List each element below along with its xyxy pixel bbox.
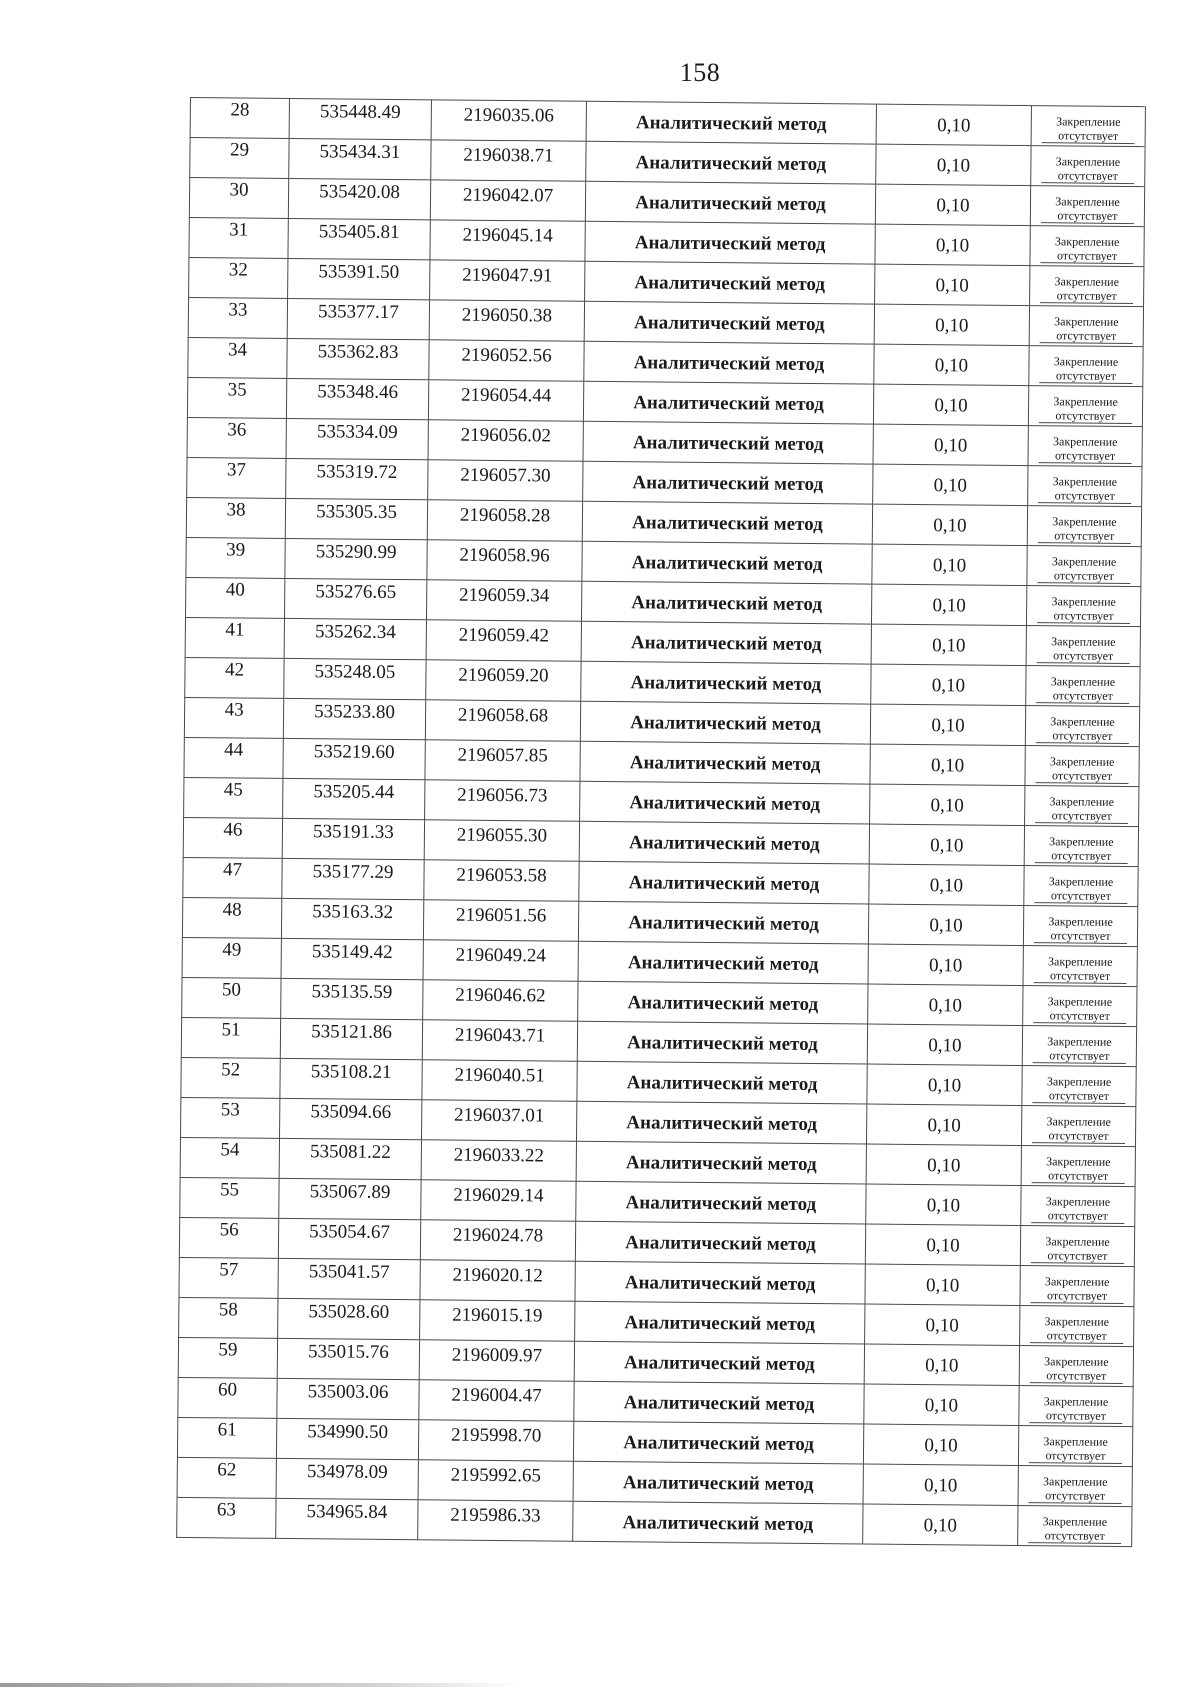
fixation-label: Закрепление (1046, 1114, 1111, 1129)
fixation-status: отсутствует (1041, 208, 1134, 224)
y-coordinate-cell: 2196037.01 (422, 1100, 577, 1141)
accuracy-cell: 0,10 (872, 544, 1027, 585)
y-coordinate-cell: 2196046.62 (423, 980, 578, 1021)
x-coordinate-cell: 535094.66 (280, 1098, 422, 1139)
y-coordinate-cell: 2196049.24 (423, 940, 578, 981)
fixation-cell (1023, 986, 1137, 1027)
fixation-cell (1030, 266, 1144, 307)
x-coordinate-cell: 535041.57 (278, 1258, 420, 1299)
fixation-status: отсутствует (1035, 848, 1128, 864)
y-coordinate-cell: 2196056.73 (425, 780, 580, 821)
fixation-status: отсутствует (1038, 528, 1131, 544)
fixation-cell (1023, 946, 1137, 987)
fixation-status: отсутствует (1037, 608, 1130, 624)
fixation-cell (1028, 386, 1142, 427)
point-number-cell: 41 (185, 617, 284, 658)
method-cell: Аналитический метод (575, 1261, 865, 1304)
x-coordinate-cell: 535121.86 (280, 1018, 422, 1059)
fixation-cell (1030, 186, 1144, 227)
accuracy-cell: 0,10 (865, 1264, 1020, 1305)
fixation-cell (1020, 1306, 1134, 1347)
fixation-cell (1027, 546, 1141, 587)
method-cell: Аналитический метод (576, 1141, 866, 1184)
point-number-cell: 31 (189, 217, 288, 258)
y-coordinate-cell: 2196020.12 (420, 1260, 575, 1301)
fixation-cell (1025, 706, 1139, 747)
method-cell: Аналитический метод (584, 301, 874, 344)
fixation-cell (1018, 1426, 1132, 1467)
fixation-status: отсутствует (1041, 168, 1134, 184)
fixation-status: отсутствует (1039, 448, 1132, 464)
method-cell: Аналитический метод (579, 861, 869, 904)
accuracy-cell: 0,10 (872, 504, 1027, 545)
method-cell: Аналитический метод (577, 1021, 867, 1064)
fixation-cell (1031, 146, 1145, 187)
point-number-cell: 50 (182, 977, 281, 1018)
x-coordinate-cell: 535163.32 (281, 898, 423, 939)
table-row (177, 1497, 1132, 1546)
point-number-cell: 60 (178, 1377, 277, 1418)
x-coordinate-cell: 534990.50 (276, 1418, 418, 1459)
fixation-cell (1023, 906, 1137, 947)
y-coordinate-cell: 2196045.14 (430, 220, 585, 261)
fixation-cell (1029, 346, 1143, 387)
x-coordinate-cell: 535219.60 (283, 738, 425, 779)
fixation-label: Закрепление (1044, 1274, 1110, 1289)
fixation-cell (1026, 626, 1140, 667)
accuracy-cell: 0,10 (876, 104, 1031, 145)
y-coordinate-cell: 2196024.78 (420, 1220, 575, 1261)
x-coordinate-cell: 535054.67 (278, 1218, 420, 1259)
fixation-label: Закрепление (1049, 794, 1115, 809)
x-coordinate-cell: 535391.50 (288, 258, 430, 299)
point-number-cell: 45 (184, 777, 283, 818)
point-number-cell: 47 (183, 857, 282, 898)
x-coordinate-cell: 535135.59 (281, 978, 423, 1019)
accuracy-cell: 0,10 (869, 864, 1024, 905)
point-number-cell: 57 (179, 1257, 278, 1298)
y-coordinate-cell: 2196015.19 (420, 1300, 575, 1341)
method-cell: Аналитический метод (578, 901, 868, 944)
accuracy-cell: 0,10 (875, 224, 1030, 265)
fixation-label: Закрепление (1055, 154, 1121, 169)
point-number-cell: 51 (181, 1017, 280, 1058)
accuracy-cell: 0,10 (867, 1064, 1022, 1105)
accuracy-cell: 0,10 (875, 184, 1030, 225)
fixation-label: Закрепление (1048, 874, 1114, 889)
x-coordinate-cell: 535334.09 (286, 418, 428, 459)
y-coordinate-cell: 2196059.42 (426, 620, 581, 661)
scan-edge-shadow (0, 1683, 520, 1687)
method-cell: Аналитический метод (573, 1501, 863, 1544)
fixation-status: отсутствует (1042, 128, 1135, 144)
fixation-cell (1025, 746, 1139, 787)
fixation-status: отсутствует (1030, 1368, 1123, 1384)
y-coordinate-cell: 2196052.56 (429, 340, 584, 381)
method-cell: Аналитический метод (574, 1341, 864, 1384)
method-cell: Аналитический метод (583, 381, 873, 424)
fixation-label: Закрепление (1042, 1514, 1108, 1529)
accuracy-cell: 0,10 (871, 664, 1026, 705)
fixation-cell (1022, 1066, 1136, 1107)
x-coordinate-cell: 535205.44 (283, 778, 425, 819)
accuracy-cell: 0,10 (868, 904, 1023, 945)
y-coordinate-cell: 2196042.07 (430, 180, 585, 221)
fixation-cell (1019, 1386, 1133, 1427)
x-coordinate-cell: 535028.60 (278, 1298, 420, 1339)
point-number-cell: 39 (186, 537, 285, 578)
y-coordinate-cell: 2196009.97 (419, 1340, 574, 1381)
x-coordinate-cell: 535003.06 (277, 1378, 419, 1419)
fixation-label: Закрепление (1054, 314, 1119, 329)
fixation-cell (1020, 1266, 1134, 1307)
accuracy-cell: 0,10 (863, 1424, 1018, 1465)
point-number-cell: 55 (180, 1177, 279, 1218)
point-number-cell: 61 (177, 1417, 276, 1458)
fixation-status: отсутствует (1035, 808, 1128, 824)
x-coordinate-cell: 535233.80 (283, 698, 425, 739)
method-cell: Аналитический метод (574, 1381, 864, 1424)
x-coordinate-cell: 535405.81 (288, 218, 430, 259)
fixation-status: отсутствует (1029, 1448, 1122, 1464)
method-cell: Аналитический метод (579, 821, 869, 864)
fixation-status: отсутствует (1031, 1248, 1124, 1264)
x-coordinate-cell: 535362.83 (287, 338, 429, 379)
x-coordinate-cell: 535448.49 (289, 98, 431, 139)
fixation-cell (1018, 1466, 1132, 1507)
method-cell: Аналитический метод (586, 101, 876, 144)
accuracy-cell: 0,10 (873, 464, 1028, 505)
y-coordinate-cell: 2196053.58 (424, 860, 579, 901)
accuracy-cell: 0,10 (868, 984, 1023, 1025)
x-coordinate-cell: 535248.05 (284, 658, 426, 699)
accuracy-cell: 0,10 (864, 1344, 1019, 1385)
y-coordinate-cell: 2196055.30 (424, 820, 579, 861)
fixation-cell (1020, 1226, 1134, 1267)
method-cell: Аналитический метод (581, 581, 871, 624)
method-cell: Аналитический метод (578, 981, 868, 1024)
fixation-status: отсутствует (1037, 568, 1130, 584)
x-coordinate-cell: 535191.33 (282, 818, 424, 859)
y-coordinate-cell: 2196033.22 (421, 1140, 576, 1181)
y-coordinate-cell: 2195992.65 (418, 1460, 573, 1501)
fixation-status: отсутствует (1040, 288, 1133, 304)
fixation-status: отсутствует (1040, 248, 1133, 264)
fixation-status: отсутствует (1039, 368, 1132, 384)
accuracy-cell: 0,10 (874, 304, 1029, 345)
fixation-cell (1029, 306, 1143, 347)
method-cell: Аналитический метод (581, 661, 871, 704)
y-coordinate-cell: 2195986.33 (418, 1500, 573, 1541)
fixation-label: Закрепление (1051, 554, 1117, 569)
fixation-label: Закрепление (1056, 114, 1121, 129)
fixation-label: Закрепление (1048, 914, 1113, 929)
method-cell: Аналитический метод (583, 421, 873, 464)
y-coordinate-cell: 2196057.85 (425, 740, 580, 781)
y-coordinate-cell: 2196043.71 (422, 1020, 577, 1061)
y-coordinate-cell: 2196029.14 (421, 1180, 576, 1221)
fixation-cell (1028, 426, 1142, 467)
method-cell: Аналитический метод (576, 1101, 866, 1144)
coordinates-table-body (177, 98, 1146, 1547)
point-number-cell: 38 (186, 497, 285, 538)
fixation-label: Закрепление (1050, 674, 1116, 689)
fixation-status: отсутствует (1032, 1128, 1125, 1144)
x-coordinate-cell: 535290.99 (285, 538, 427, 579)
x-coordinate-cell: 535067.89 (279, 1178, 421, 1219)
accuracy-cell: 0,10 (871, 624, 1026, 665)
fixation-label: Закрепление (1055, 194, 1120, 209)
y-coordinate-cell: 2196058.68 (425, 700, 580, 741)
fixation-label: Закрепление (1053, 354, 1119, 369)
point-number-cell: 33 (188, 297, 287, 338)
method-cell: Аналитический метод (575, 1221, 865, 1264)
fixation-cell (1026, 586, 1140, 627)
y-coordinate-cell: 2196057.30 (428, 460, 583, 501)
fixation-label: Закрепление (1052, 474, 1118, 489)
fixation-cell (1018, 1506, 1132, 1547)
fixation-status: отсутствует (1033, 1008, 1126, 1024)
point-number-cell: 44 (184, 737, 283, 778)
point-number-cell: 62 (177, 1457, 276, 1498)
fixation-label: Закрепление (1054, 234, 1120, 249)
accuracy-cell: 0,10 (875, 264, 1030, 305)
fixation-label: Закрепление (1047, 1034, 1112, 1049)
accuracy-cell: 0,10 (873, 384, 1028, 425)
x-coordinate-cell: 535015.76 (277, 1338, 419, 1379)
x-coordinate-cell: 535348.46 (286, 378, 428, 419)
fixation-cell (1024, 826, 1138, 867)
fixation-status: отсутствует (1033, 1048, 1126, 1064)
fixation-cell (1021, 1106, 1135, 1147)
point-number-cell: 28 (190, 98, 289, 139)
method-cell: Аналитический метод (580, 781, 870, 824)
fixation-label: Закрепление (1044, 1314, 1110, 1329)
fixation-cell (1027, 506, 1141, 547)
x-coordinate-cell: 535276.65 (284, 578, 426, 619)
point-number-cell: 56 (179, 1217, 278, 1258)
fixation-cell (1022, 1026, 1136, 1067)
accuracy-cell: 0,10 (876, 144, 1031, 185)
fixation-label: Закрепление (1042, 1474, 1108, 1489)
y-coordinate-cell: 2196059.34 (426, 580, 581, 621)
accuracy-cell: 0,10 (874, 344, 1029, 385)
method-cell: Аналитический метод (580, 741, 870, 784)
point-number-cell: 59 (178, 1337, 277, 1378)
x-coordinate-cell: 535420.08 (288, 178, 430, 219)
point-number-cell: 63 (177, 1497, 276, 1538)
point-number-cell: 35 (187, 377, 286, 418)
y-coordinate-cell: 2196035.06 (431, 100, 586, 141)
x-coordinate-cell: 535108.21 (280, 1058, 422, 1099)
fixation-label: Закрепление (1052, 514, 1117, 529)
fixation-status: отсутствует (1035, 768, 1128, 784)
y-coordinate-cell: 2196059.20 (426, 660, 581, 701)
fixation-cell (1026, 666, 1140, 707)
y-coordinate-cell: 2196054.44 (428, 380, 583, 421)
fixation-label: Закрепление (1046, 1074, 1112, 1089)
fixation-label: Закрепление (1043, 1434, 1108, 1449)
point-number-cell: 40 (186, 577, 285, 618)
x-coordinate-cell: 535081.22 (279, 1138, 421, 1179)
method-cell: Аналитический метод (583, 461, 873, 504)
method-cell: Аналитический метод (582, 541, 872, 584)
x-coordinate-cell: 535319.72 (286, 458, 428, 499)
x-coordinate-cell: 535305.35 (285, 498, 427, 539)
fixation-status: отсутствует (1034, 928, 1127, 944)
accuracy-cell: 0,10 (870, 784, 1025, 825)
point-number-cell: 30 (189, 178, 288, 219)
method-cell: Аналитический метод (576, 1181, 866, 1224)
fixation-status: отсутствует (1032, 1088, 1125, 1104)
fixation-status: отсутствует (1034, 968, 1127, 984)
point-number-cell: 43 (184, 697, 283, 738)
point-number-cell: 34 (188, 337, 287, 378)
y-coordinate-cell: 2196056.02 (428, 420, 583, 461)
fixation-status: отсутствует (1031, 1208, 1124, 1224)
point-number-cell: 53 (181, 1097, 280, 1138)
method-cell: Аналитический метод (585, 181, 875, 224)
fixation-label: Закрепление (1044, 1354, 1109, 1369)
accuracy-cell: 0,10 (870, 744, 1025, 785)
accuracy-cell: 0,10 (867, 1024, 1022, 1065)
fixation-cell (1028, 466, 1142, 507)
fixation-label: Закрепление (1049, 834, 1114, 849)
fixation-label: Закрепление (1047, 954, 1113, 969)
accuracy-cell: 0,10 (869, 824, 1024, 865)
accuracy-cell: 0,10 (868, 944, 1023, 985)
point-number-cell: 48 (182, 897, 281, 938)
fixation-label: Закрепление (1051, 634, 1116, 649)
y-coordinate-cell: 2196058.28 (427, 500, 582, 541)
point-number-cell: 42 (185, 657, 284, 698)
accuracy-cell: 0,10 (870, 704, 1025, 745)
fixation-status: отсутствует (1029, 1488, 1122, 1504)
fixation-cell (1019, 1346, 1133, 1387)
fixation-status: отсутствует (1038, 488, 1131, 504)
accuracy-cell: 0,10 (865, 1304, 1020, 1345)
accuracy-cell: 0,10 (865, 1224, 1020, 1265)
fixation-label: Закрепление (1046, 1154, 1111, 1169)
fixation-label: Закрепление (1054, 274, 1120, 289)
fixation-cell (1030, 226, 1144, 267)
fixation-status: отсутствует (1039, 408, 1132, 424)
point-number-cell: 54 (180, 1137, 279, 1178)
fixation-label: Закрепление (1052, 434, 1118, 449)
fixation-status: отсутствует (1036, 688, 1129, 704)
y-coordinate-cell: 2196058.96 (427, 540, 582, 581)
page-number: 158 (679, 58, 721, 87)
fixation-status: отсутствует (1037, 648, 1130, 664)
fixation-label: Закрепление (1043, 1394, 1109, 1409)
accuracy-cell: 0,10 (866, 1104, 1021, 1145)
accuracy-cell: 0,10 (871, 584, 1026, 625)
method-cell: Аналитический метод (580, 701, 870, 744)
fixation-label: Закрепление (1045, 1194, 1111, 1209)
fixation-label: Закрепление (1053, 394, 1118, 409)
fixation-cell (1031, 106, 1145, 147)
fixation-label: Закрепление (1050, 714, 1115, 729)
method-cell: Аналитический метод (573, 1421, 863, 1464)
fixation-label: Закрепление (1045, 1234, 1110, 1249)
method-cell: Аналитический метод (582, 501, 872, 544)
y-coordinate-cell: 2196051.56 (423, 900, 578, 941)
accuracy-cell: 0,10 (863, 1504, 1018, 1545)
x-coordinate-cell: 534965.84 (276, 1498, 418, 1539)
fixation-status: отсутствует (1034, 888, 1127, 904)
method-cell: Аналитический метод (581, 621, 871, 664)
point-number-cell: 49 (182, 937, 281, 978)
point-number-cell: 52 (181, 1057, 280, 1098)
fixation-cell (1021, 1146, 1135, 1187)
fixation-status: отсутствует (1030, 1328, 1123, 1344)
accuracy-cell: 0,10 (873, 424, 1028, 465)
method-cell: Аналитический метод (575, 1301, 865, 1344)
y-coordinate-cell: 2196004.47 (419, 1380, 574, 1421)
method-cell: Аналитический метод (578, 941, 868, 984)
method-cell: Аналитический метод (586, 141, 876, 184)
x-coordinate-cell: 535177.29 (282, 858, 424, 899)
fixation-label: Закрепление (1051, 594, 1116, 609)
method-cell: Аналитический метод (577, 1061, 867, 1104)
coordinates-table (176, 97, 1146, 1547)
method-cell: Аналитический метод (585, 221, 875, 264)
fixation-status: отсутствует (1040, 328, 1133, 344)
accuracy-cell: 0,10 (866, 1184, 1021, 1225)
accuracy-cell: 0,10 (863, 1464, 1018, 1505)
fixation-cell (1024, 866, 1138, 907)
fixation-status: отсутствует (1029, 1408, 1122, 1424)
x-coordinate-cell: 535377.17 (287, 298, 429, 339)
y-coordinate-cell: 2195998.70 (418, 1420, 573, 1461)
x-coordinate-cell: 535434.31 (289, 138, 431, 179)
y-coordinate-cell: 2196047.91 (430, 260, 585, 301)
fixation-status: отсутствует (1030, 1288, 1123, 1304)
y-coordinate-cell: 2196038.71 (431, 140, 586, 181)
fixation-status: отсутствует (1032, 1168, 1125, 1184)
point-number-cell: 37 (187, 457, 286, 498)
accuracy-cell: 0,10 (866, 1144, 1021, 1185)
fixation-status: отсутствует (1028, 1528, 1121, 1544)
fixation-label: Закрепление (1047, 994, 1113, 1009)
accuracy-cell: 0,10 (864, 1384, 1019, 1425)
point-number-cell: 46 (183, 817, 282, 858)
fixation-label: Закрепление (1049, 754, 1115, 769)
fixation-cell (1021, 1186, 1135, 1227)
point-number-cell: 36 (187, 417, 286, 458)
method-cell: Аналитический метод (584, 341, 874, 384)
fixation-cell (1025, 786, 1139, 827)
x-coordinate-cell: 534978.09 (276, 1458, 418, 1499)
point-number-cell: 29 (190, 138, 289, 179)
method-cell: Аналитический метод (585, 261, 875, 304)
fixation-status: отсутствует (1036, 728, 1129, 744)
point-number-cell: 58 (179, 1297, 278, 1338)
y-coordinate-cell: 2196050.38 (429, 300, 584, 341)
x-coordinate-cell: 535149.42 (281, 938, 423, 979)
point-number-cell: 32 (189, 257, 288, 298)
method-cell: Аналитический метод (573, 1461, 863, 1504)
x-coordinate-cell: 535262.34 (284, 618, 426, 659)
y-coordinate-cell: 2196040.51 (422, 1060, 577, 1101)
